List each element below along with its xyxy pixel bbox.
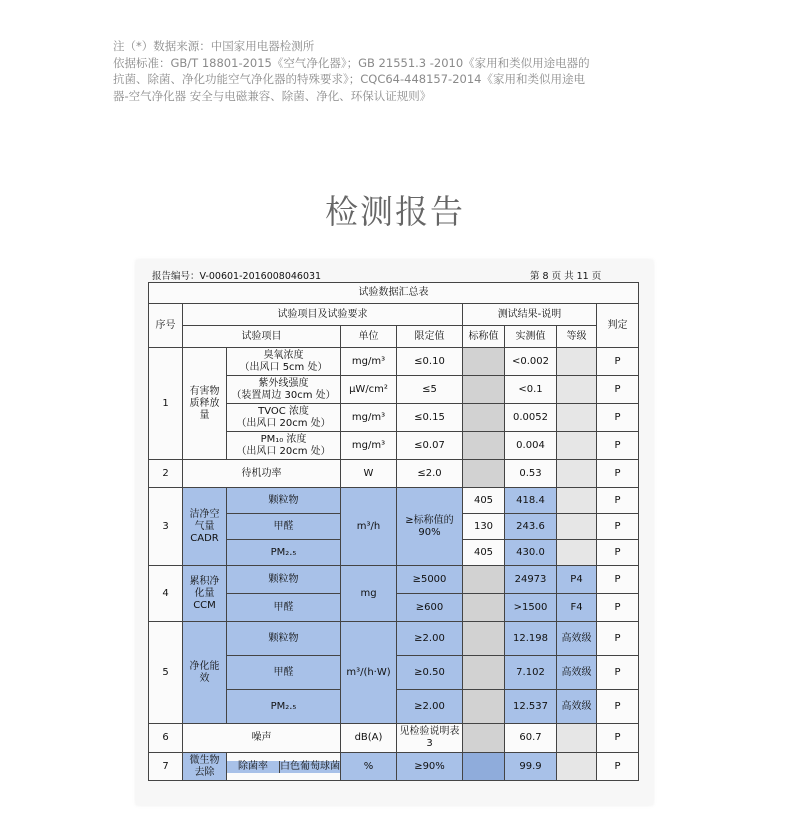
limit-cell: ≤0.10 [397, 348, 463, 376]
judge-cell: P [597, 724, 639, 753]
nominal-cell [463, 348, 505, 376]
grade-cell: F4 [557, 594, 597, 622]
measured-cell: 60.7 [505, 724, 557, 753]
measured-cell: 0.004 [505, 432, 557, 460]
grade-cell [557, 514, 597, 540]
seq-cell: 7 [149, 753, 183, 781]
nominal-cell [463, 690, 505, 724]
nominal-cell [463, 404, 505, 432]
test-data-table [148, 282, 639, 781]
judge-cell: P [597, 753, 639, 781]
nominal-cell: 405 [463, 540, 505, 566]
measured-cell: <0.1 [505, 376, 557, 404]
grade-cell [557, 540, 597, 566]
judge-cell: P [597, 348, 639, 376]
nominal-cell: 130 [463, 514, 505, 540]
nominal-cell [463, 460, 505, 488]
limit-cell: ≥5000 [397, 566, 463, 594]
header-measured: 实测值 [505, 326, 557, 348]
item-cell: 颗粒物 [227, 566, 341, 594]
item-line: （出风口 20cm 处） [236, 445, 331, 457]
limit-cell: ≥600 [397, 594, 463, 622]
grade-cell [557, 460, 597, 488]
item-line: 紫外线强度 [258, 377, 309, 389]
seq-cell: 1 [149, 348, 183, 460]
nominal-cell [463, 566, 505, 594]
measured-cell: 99.9 [505, 753, 557, 781]
limit-cell: ≤0.07 [397, 432, 463, 460]
judge-cell: P [597, 622, 639, 656]
nominal-cell [463, 376, 505, 404]
header-items-requirements: 试验项目及试验要求 [183, 304, 463, 326]
unit-cell: mg/m³ [341, 404, 397, 432]
measured-cell: >1500 [505, 594, 557, 622]
header-results: 测试结果-说明 [463, 304, 597, 326]
unit-cell: mg/m³ [341, 432, 397, 460]
judge-cell: P [597, 540, 639, 566]
judge-cell: P [597, 566, 639, 594]
measured-cell: 24973 [505, 566, 557, 594]
unit-cell: m³/h [341, 488, 397, 566]
note-line: 依据标准：GB/T 18801-2015《空气净化器》；GB 21551.3 -2010《家用和类似用途电器的 [113, 55, 590, 70]
item-cell [227, 376, 341, 404]
unit-cell: W [341, 460, 397, 488]
item-cell [227, 404, 341, 432]
header-grade: 等级 [557, 326, 597, 348]
source-note [113, 38, 683, 104]
grade-cell [557, 488, 597, 514]
report-number: 报告编号：V-00601-2016008046031 [152, 271, 322, 282]
unit-cell: μW/cm² [341, 376, 397, 404]
item-line: （装置周边 30cm 处） [231, 389, 336, 401]
item-cell: 颗粒物 [227, 622, 341, 656]
item-cell: 待机功率 [183, 460, 341, 488]
judge-cell: P [597, 514, 639, 540]
sub-item-cell: 白色葡萄球菌 [280, 760, 340, 772]
item-cell: 颗粒物 [227, 488, 341, 514]
grade-cell [557, 404, 597, 432]
item-cell: 甲醛 [227, 514, 341, 540]
item-cell: 噪声 [183, 724, 341, 753]
header-unit: 单位 [341, 326, 397, 348]
nominal-cell: 405 [463, 488, 505, 514]
item-cell: 除菌率 [227, 761, 280, 773]
seq-cell: 3 [149, 488, 183, 566]
grade-cell: 高效级 [557, 690, 597, 724]
seq-cell: 6 [149, 724, 183, 753]
item-cell: PM₂.₅ [227, 540, 341, 566]
group-cell: 洁净空气量CADR [183, 488, 227, 566]
judge-cell: P [597, 432, 639, 460]
measured-cell: 7.102 [505, 656, 557, 690]
note-line: 器-空气净化器 安全与电磁兼容、除菌、净化、环保认证规则》 [113, 88, 432, 103]
seq-cell: 2 [149, 460, 183, 488]
grade-cell: P4 [557, 566, 597, 594]
judge-cell: P [597, 488, 639, 514]
group-cell: 有害物质释放量 [183, 348, 227, 460]
item-cell [227, 348, 341, 376]
unit-cell: dB(A) [341, 724, 397, 753]
measured-cell: <0.002 [505, 348, 557, 376]
limit-cell: ≥0.50 [397, 656, 463, 690]
limit-cell: ≥2.00 [397, 622, 463, 656]
item-line: （出风口 5cm 处） [239, 361, 328, 373]
header-nominal: 标称值 [463, 326, 505, 348]
header-judge: 判定 [597, 304, 639, 348]
header-seq: 序号 [149, 304, 183, 348]
judge-cell: P [597, 594, 639, 622]
measured-cell: 243.6 [505, 514, 557, 540]
header-limit: 限定值 [397, 326, 463, 348]
measured-cell: 0.0052 [505, 404, 557, 432]
group-cell: 累积净化量CCM [183, 566, 227, 622]
nominal-cell [463, 753, 505, 781]
judge-cell: P [597, 404, 639, 432]
item-cell: 甲醛 [227, 656, 341, 690]
note-line: 抗菌、除菌、净化功能空气净化器的特殊要求》；CQC64-448157-2014《家用和类似用途电 [113, 72, 585, 86]
grade-cell [557, 724, 597, 753]
item-line: 臭氧浓度 [263, 349, 304, 361]
limit-cell: ≤0.15 [397, 404, 463, 432]
item-cell [227, 432, 341, 460]
nominal-cell [463, 594, 505, 622]
judge-cell: P [597, 376, 639, 404]
grade-cell: 高效级 [557, 622, 597, 656]
nominal-cell [463, 622, 505, 656]
measured-cell: 12.537 [505, 690, 557, 724]
item-split-cell [227, 753, 341, 781]
group-cell: 微生物去除 [183, 753, 227, 781]
unit-cell: % [341, 753, 397, 781]
measured-cell: 0.53 [505, 460, 557, 488]
nominal-cell [463, 432, 505, 460]
limit-cell: ≥90% [397, 753, 463, 781]
table-title: 试验数据汇总表 [149, 283, 639, 304]
measured-cell: 418.4 [505, 488, 557, 514]
grade-cell: 高效级 [557, 656, 597, 690]
grade-cell [557, 376, 597, 404]
item-line: （出风口 20cm 处） [236, 417, 331, 429]
nominal-cell [463, 656, 505, 690]
grade-cell [557, 432, 597, 460]
unit-cell: m³/(h·W) [341, 622, 397, 724]
page-number: 第 8 页 共 11 页 [530, 271, 602, 282]
page-title: 检测报告 [325, 192, 465, 231]
unit-cell: mg [341, 566, 397, 622]
limit-cell: 见检验说明表 3 [397, 724, 463, 753]
measured-cell: 12.198 [505, 622, 557, 656]
judge-cell: P [597, 656, 639, 690]
grade-cell [557, 753, 597, 781]
item-line: PM₁₀ 浓度 [260, 433, 307, 445]
group-cell: 净化能效 [183, 622, 227, 724]
limit-cell: ≤5 [397, 376, 463, 404]
limit-cell: ≥标称值的90% [397, 488, 463, 566]
seq-cell: 4 [149, 566, 183, 622]
limit-cell: ≥2.00 [397, 690, 463, 724]
item-line: TVOC 浓度 [258, 405, 309, 417]
seq-cell: 5 [149, 622, 183, 724]
measured-cell: 430.0 [505, 540, 557, 566]
item-cell: 甲醛 [227, 594, 341, 622]
grade-cell [557, 348, 597, 376]
unit-cell: mg/m³ [341, 348, 397, 376]
judge-cell: P [597, 460, 639, 488]
limit-cell: ≤2.0 [397, 460, 463, 488]
note-line: 注（*）数据来源：中国家用电器检测所 [113, 39, 315, 53]
header-item: 试验项目 [183, 326, 341, 348]
item-cell: PM₂.₅ [227, 690, 341, 724]
judge-cell: P [597, 690, 639, 724]
nominal-cell [463, 724, 505, 753]
